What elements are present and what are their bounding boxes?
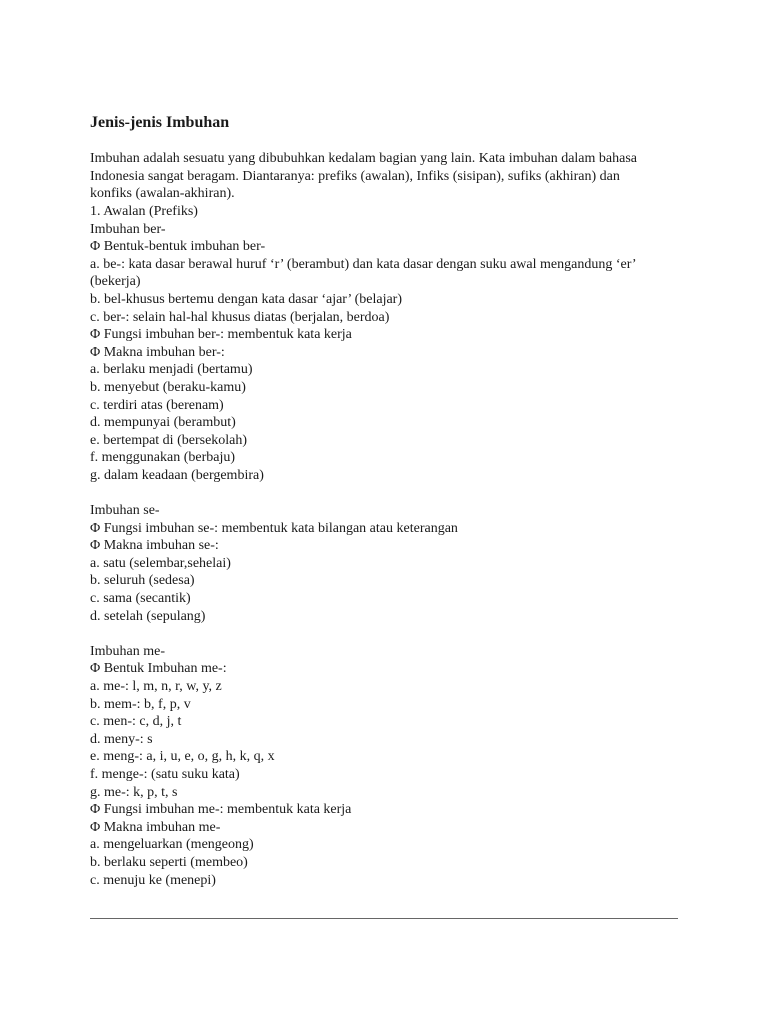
text-line: Φ Makna imbuhan ber-:: [90, 344, 225, 360]
text-line: Imbuhan ber-: [90, 221, 166, 237]
blank-line: [90, 485, 680, 503]
document-body: [90, 203, 680, 889]
text-line: a. me-: l, m, n, r, w, y, z: [90, 679, 222, 695]
text-line: b. mem-: b, f, p, v: [90, 696, 191, 712]
text-line: Φ Makna imbuhan se-:: [90, 538, 219, 554]
text-line: e. meng-: a, i, u, e, o, g, h, k, q, x: [90, 749, 275, 765]
text-line: a. satu (selembar,sehelai): [90, 555, 231, 571]
text-line: Φ Bentuk-bentuk imbuhan ber-: [90, 239, 266, 255]
text-line: a. be-: kata dasar berawal huruf ‘r’ (berambut) dan kata dasar dengan suku awal mengandung ‘er’ (bekerja): [90, 256, 636, 290]
text-line: f. menggunakan (berbaju): [90, 450, 235, 466]
document-title: Jenis-jenis Imbuhan: [90, 114, 230, 131]
text-line: Imbuhan me-: [90, 643, 166, 659]
text-line: b. seluruh (sedesa): [90, 573, 195, 589]
text-line: c. ber-: selain hal-hal khusus diatas (berjalan, berdoa): [90, 309, 390, 325]
text-line: b. bel-khusus bertemu dengan kata dasar ‘ajar’ (belajar): [90, 291, 403, 307]
text-line: d. setelah (sepulang): [90, 608, 206, 624]
text-line: Φ Makna imbuhan me-: [90, 819, 221, 835]
blank-line: [90, 625, 680, 643]
text-line: g. dalam keadaan (bergembira): [90, 467, 264, 483]
text-line: f. menge-: (satu suku kata): [90, 767, 240, 782]
text-line: b. berlaku seperti (membeo): [90, 854, 248, 870]
text-line: c. sama (secantik): [90, 591, 191, 607]
text-line: Φ Fungsi imbuhan me-: membentuk kata kerja: [90, 802, 352, 818]
text-line: e. bertempat di (bersekolah): [90, 432, 248, 448]
page-divider: [90, 918, 678, 919]
text-line: c. menuju ke (menepi): [90, 872, 216, 888]
text-line: a. berlaku menjadi (bertamu): [90, 362, 253, 378]
text-line: c. terdiri atas (berenam): [90, 397, 224, 413]
text-line: d. mempunyai (berambut): [90, 415, 236, 431]
text-line: g. me-: k, p, t, s: [90, 784, 178, 800]
text-line: d. meny-: s: [90, 731, 153, 747]
text-line: Φ Fungsi imbuhan ber-: membentuk kata kerja: [90, 327, 352, 343]
text-line: a. mengeluarkan (mengeong): [90, 837, 254, 853]
text-line: c. men-: c, d, j, t: [90, 714, 182, 730]
text-line: Imbuhan se-: [90, 503, 160, 519]
text-line: b. menyebut (beraku-kamu): [90, 379, 246, 395]
intro-paragraph: Imbuhan adalah sesuatu yang dibubuhkan kedalam bagian yang lain. Kata imbuhan dalam bahasa Indonesia sangat beragam. Diantaranya: prefiks (awalan), Infiks (sisipan), sufiks (akhiran) dan konfiks (awalan-akhiran).: [90, 151, 637, 201]
text-line: Φ Fungsi imbuhan se-: membentuk kata bilangan atau keterangan: [90, 520, 458, 536]
text-line: Φ Bentuk Imbuhan me-:: [90, 661, 227, 677]
text-line: 1. Awalan (Prefiks): [90, 204, 198, 219]
